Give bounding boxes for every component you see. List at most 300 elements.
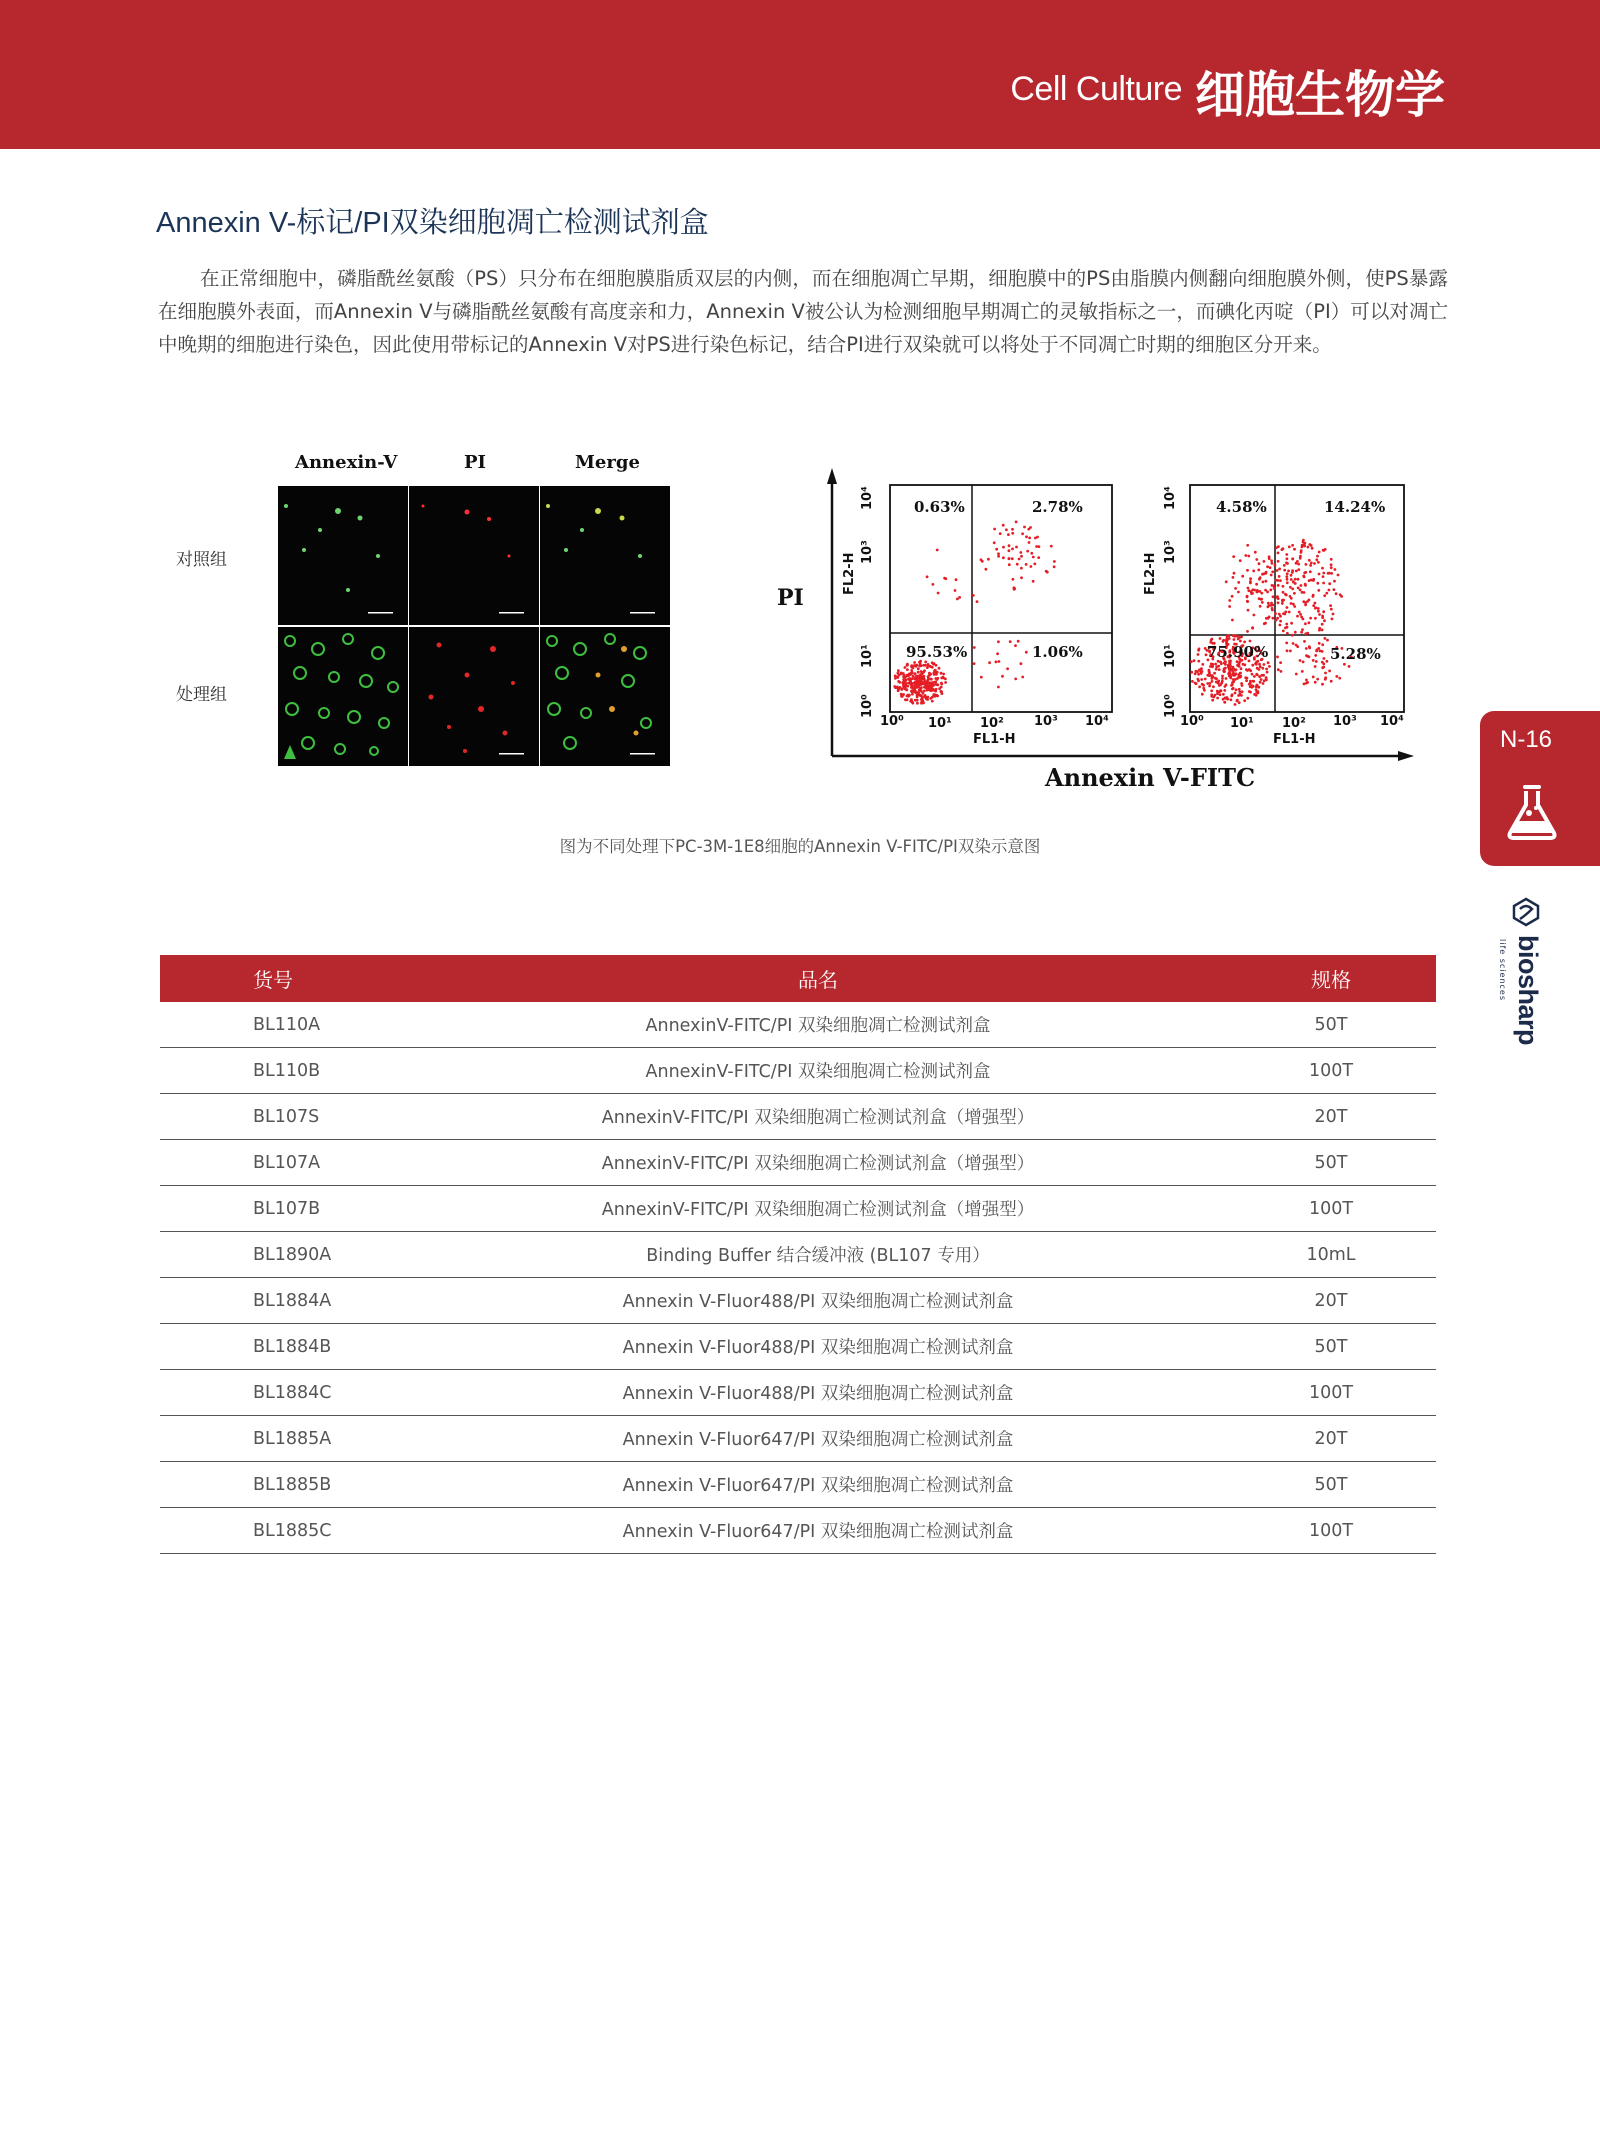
scatter-dot [1290, 602, 1293, 605]
scatter-dot [1235, 688, 1238, 691]
flask-icon [1502, 783, 1562, 841]
scatter-dot [1197, 673, 1200, 676]
scatter-dot [1259, 681, 1262, 684]
brand-sub: life sciences [1498, 939, 1507, 1001]
scatter-dot [1266, 565, 1269, 568]
scatter-dot [933, 673, 936, 676]
scatter-dot [1213, 672, 1216, 675]
scatter-dot [1002, 546, 1005, 549]
scatter-dot [1291, 569, 1294, 572]
scatter-dot [1196, 670, 1199, 673]
scatter-dot [980, 676, 983, 679]
scatter-dot [918, 661, 921, 664]
scatter-dot [1258, 668, 1261, 671]
scatter-dot [907, 694, 910, 697]
cell-product-name: AnnexinV-FITC/PI 双染细胞凋亡检测试剂盒 [645, 1016, 991, 1036]
scatter-dot [929, 665, 932, 668]
table-row [160, 1370, 1436, 1416]
scatter-dot [1246, 697, 1249, 700]
scatter-dot [1224, 685, 1227, 688]
scatter-dot [1330, 680, 1333, 683]
scatter-dot [1009, 640, 1012, 643]
scatter-dot [1337, 574, 1340, 577]
scatter-dot [1328, 572, 1331, 575]
scatter-dot [940, 690, 943, 693]
scatter-dot [1255, 663, 1258, 666]
scatter-dot [1209, 682, 1212, 685]
scatter-dot [936, 683, 939, 686]
scatter-dot [1214, 694, 1217, 697]
plot2-tick-x-4: 10⁴ [1380, 714, 1404, 729]
scatter-dot [980, 558, 983, 561]
cell-spec: 20T [1314, 1290, 1348, 1311]
scatter-dot [1263, 572, 1266, 575]
scatter-dot [1021, 532, 1024, 535]
scatter-dot [1279, 624, 1282, 627]
scatter-dot [1244, 554, 1247, 557]
scatter-dot [1318, 642, 1321, 645]
scatter-dot [1322, 666, 1325, 669]
scatter-dot [1300, 631, 1303, 634]
scatter-dot [1266, 591, 1269, 594]
scatter-dot [1290, 597, 1293, 600]
scatter-dot [993, 528, 996, 531]
scatter-dot [1330, 566, 1333, 569]
scatter-dot [1223, 701, 1226, 704]
scatter-dot [1239, 559, 1242, 562]
scatter-dot [936, 677, 939, 680]
scatter-dot [1258, 578, 1261, 581]
scatter-dot [1312, 604, 1315, 607]
scatter-dot [1271, 571, 1274, 574]
scatter-dot [932, 583, 935, 586]
scatter-dot [1023, 526, 1026, 529]
scatter-dot [934, 695, 937, 698]
micro-col-pi: PI [464, 452, 486, 473]
scatter-dot [1191, 680, 1194, 683]
scatter-dot [1314, 617, 1317, 620]
scatter-dot [1053, 560, 1056, 563]
plot2-tick-y-3: 10³ [1163, 540, 1178, 564]
scatter-dot [1253, 675, 1256, 678]
cell-product-name: Annexin V-Fluor647/PI 双染细胞凋亡检测试剂盒 [622, 1476, 1014, 1496]
scatter-dot [1247, 555, 1250, 558]
scatter-dot [1239, 640, 1242, 643]
scatter-dot [996, 652, 999, 655]
scatter-dot [902, 693, 905, 696]
scatter-dot [1247, 587, 1250, 590]
product-table [160, 955, 1436, 1554]
scatter-dot [1016, 563, 1019, 566]
plot1-ll-pct: 95.53% [906, 643, 968, 661]
table-row [160, 1508, 1436, 1554]
plot2-tick-x-1: 10¹ [1230, 716, 1254, 731]
scatter-dot [1276, 579, 1279, 582]
scatter-dot [929, 697, 932, 700]
cell-product-name: Annexin V-Fluor488/PI 双染细胞凋亡检测试剂盒 [622, 1292, 1014, 1312]
scatter-dot [1285, 553, 1288, 556]
scatter-dot [934, 681, 937, 684]
scatter-dot [1308, 645, 1311, 648]
scatter-dot [1284, 627, 1287, 630]
scatter-dot [1201, 693, 1204, 696]
scatter-dot [932, 663, 935, 666]
scatter-dot [1309, 570, 1312, 573]
scatter-dot [1208, 670, 1211, 673]
scatter-dot [1279, 661, 1282, 664]
scatter-dot [1232, 672, 1235, 675]
scatter-dot [1310, 544, 1313, 547]
scatter-dot [1272, 595, 1275, 598]
page-header [0, 0, 1600, 149]
scatter-dot [1315, 660, 1318, 663]
cell-product-name: Annexin V-Fluor647/PI 双染细胞凋亡检测试剂盒 [622, 1430, 1014, 1450]
scatter-dot [1321, 623, 1324, 626]
scatter-dot [924, 696, 927, 699]
plot2-tick-y-4: 10⁴ [1163, 486, 1178, 510]
table-body [160, 1002, 1436, 1554]
scatter-dot [1241, 684, 1244, 687]
scatter-dot [1020, 576, 1023, 579]
scatter-dot [1315, 558, 1318, 561]
scatter-dot [997, 640, 1000, 643]
scatter-dot [1309, 564, 1312, 567]
scatter-dot [1293, 592, 1296, 595]
scatter-dot [1241, 575, 1244, 578]
plot1-tick-x-1: 10¹ [928, 716, 952, 731]
scatter-dot [922, 702, 925, 705]
scatter-dot [1283, 564, 1286, 567]
scatter-dot [910, 686, 913, 689]
scatter-dot [1258, 663, 1261, 666]
scatter-dot [1300, 584, 1303, 587]
scatter-dot [1303, 591, 1306, 594]
scatter-dot [916, 702, 919, 705]
scatter-dot [1245, 679, 1248, 682]
cell-product-name: Binding Buffer 结合缓冲液 (BL107 专用） [646, 1246, 990, 1266]
scatter-dot [1286, 581, 1289, 584]
scatter-dot [1261, 601, 1264, 604]
scatter-dot [1317, 610, 1320, 613]
scatter-dot [929, 678, 932, 681]
scatter-dot [1020, 662, 1023, 665]
scatter-dot [1329, 604, 1332, 607]
scatter-dot [1316, 555, 1319, 558]
scatter-dot [1269, 566, 1272, 569]
micro-row-control: 对照组 [176, 550, 227, 570]
scatter-dot [897, 669, 900, 672]
scatter-dot [1285, 623, 1288, 626]
scatter-dot [1211, 665, 1214, 668]
plot2-ul-pct: 4.58% [1216, 498, 1267, 516]
scatter-dot [1310, 562, 1313, 565]
scatter-dot [1263, 560, 1266, 563]
scatter-dot [1258, 562, 1261, 565]
scatter-dot [1290, 622, 1293, 625]
scatter-dot [936, 549, 939, 552]
plot1-y-axis-label: FL2-H [842, 552, 857, 595]
scatter-dot [1217, 665, 1220, 668]
scatter-dot [1276, 569, 1279, 572]
scatter-dot [995, 548, 998, 551]
scatter-dot [914, 681, 917, 684]
scatter-dot [1236, 664, 1239, 667]
scatter-dot [1201, 663, 1204, 666]
scatter-dot [1257, 686, 1260, 689]
scatter-dot [1231, 619, 1234, 622]
scatter-dot [1251, 673, 1254, 676]
plot1-x-axis-label: FL1-H [973, 732, 1016, 747]
plot2-tick-x-3: 10³ [1333, 714, 1357, 729]
scatter-dot [1295, 673, 1298, 676]
scatter-dot [1270, 574, 1273, 577]
scatter-dot [1197, 649, 1200, 652]
scatter-dot [1268, 557, 1271, 560]
scatter-dot [1295, 570, 1298, 573]
scatter-dot [1290, 578, 1293, 581]
scatter-dot [1293, 548, 1296, 551]
table-row [160, 1186, 1436, 1232]
plot1-tick-y-1: 10¹ [860, 644, 875, 668]
scatter-dot [1299, 613, 1302, 616]
scatter-dot [976, 600, 979, 603]
scatter-dot [955, 578, 958, 581]
scatter-dot [1249, 577, 1252, 580]
scatter-dot [1197, 660, 1200, 663]
scatter-dot [1317, 589, 1320, 592]
scatter-dot [1011, 528, 1014, 531]
scatter-dot [1304, 571, 1307, 574]
scatter-dot [1232, 678, 1235, 681]
scatter-dot [1312, 579, 1315, 582]
scatter-dot [1228, 673, 1231, 676]
scatter-dot [1228, 599, 1231, 602]
scatter-dot [1211, 699, 1214, 702]
table-row [160, 1416, 1436, 1462]
plot2-x-axis-label: FL1-H [1273, 732, 1316, 747]
cell-spec: 100T [1308, 1198, 1354, 1219]
scatter-dot [1323, 657, 1326, 660]
scatter-dot [1324, 637, 1327, 640]
scatter-dot [1297, 578, 1300, 581]
scatter-dot [1263, 663, 1266, 666]
scatter-dot [914, 690, 917, 693]
scatter-dot [1271, 584, 1274, 587]
scatter-dot [1253, 614, 1256, 617]
cell-sku: BL1885B [253, 1474, 332, 1495]
scatter-dot [1282, 591, 1285, 594]
scatter-dot [1260, 678, 1263, 681]
plot2-tick-y-0: 10⁰ [1163, 694, 1178, 718]
scatter-dot [1294, 631, 1297, 634]
scatter-dot [1017, 640, 1020, 643]
micro-row-treated: 处理组 [176, 685, 227, 705]
micro-col-annexin: Annexin-V [295, 452, 398, 473]
scatter-dot [940, 683, 943, 686]
scatter-dot [1215, 681, 1218, 684]
scatter-dot [1280, 670, 1283, 673]
scatter-dot [912, 675, 915, 678]
flow-x-title: Annexin V-FITC [1045, 763, 1256, 792]
scatter-dot [1025, 563, 1028, 566]
scatter-dot [1303, 640, 1306, 643]
scatter-dot [1302, 661, 1305, 664]
scatter-dot [988, 661, 991, 664]
scatter-dot [896, 686, 899, 689]
scatter-dot [1225, 677, 1228, 680]
cell-sku: BL107S [253, 1106, 320, 1127]
scatter-dot [914, 672, 917, 675]
scatter-dot [1305, 654, 1308, 657]
scatter-dot [1294, 578, 1297, 581]
scatter-dot [894, 675, 897, 678]
cell-sku: BL1884C [253, 1382, 332, 1403]
scatter-dot [1030, 565, 1033, 568]
scatter-dot [944, 577, 947, 580]
scatter-dot [1256, 589, 1259, 592]
scatter-dot [916, 694, 919, 697]
scatter-dot [1203, 689, 1206, 692]
micro-image-treated-annexin [278, 627, 408, 766]
scatter-dot [1264, 622, 1267, 625]
flow-cytometry-figure [777, 460, 1420, 805]
scatter-dot [1289, 586, 1292, 589]
scatter-dot [1246, 630, 1249, 633]
scatter-dot [910, 690, 913, 693]
scatter-dot [1330, 572, 1333, 575]
scatter-dot [1211, 674, 1214, 677]
scatter-dot [944, 678, 947, 681]
plot1-tick-x-0: 10⁰ [880, 714, 904, 729]
scatter-dot [1246, 600, 1249, 603]
scatter-dot [1308, 579, 1311, 582]
scatter-dot [913, 664, 916, 667]
scatter-dot [1286, 572, 1289, 575]
scatter-dot [1281, 602, 1284, 605]
scatter-dot [973, 662, 976, 665]
scatter-dot [1296, 615, 1299, 618]
plot1-tick-y-4: 10⁴ [860, 486, 875, 510]
scatter-dot [1295, 562, 1298, 565]
scatter-dot [1228, 637, 1231, 640]
scatter-dot [1222, 693, 1225, 696]
scatter-dot [912, 667, 915, 670]
scatter-dot [1234, 669, 1237, 672]
scatter-dot [1259, 665, 1262, 668]
plot1-tick-y-0: 10⁰ [860, 694, 875, 718]
intro-paragraph: 在正常细胞中，磷脂酰丝氨酸（PS）只分布在细胞膜脂质双层的内侧，而在细胞凋亡早期，细胞膜中的PS由脂膜内侧翻向细胞膜外侧，使PS暴露在细胞膜外表面，而Annexin V与磷脂酰丝氨酸有高度亲和力，Annexin V被公认为检测细胞早期凋亡的灵敏指标之一，而碘化丙啶（PI）可以对凋亡中晚期的细胞进行染色，因此使用带标记的Annexin V对PS进行染色标记，结合PI进行双染就可以将处于不同凋亡时期的细胞区分开来。 [158, 267, 1448, 356]
cell-spec: 50T [1314, 1152, 1348, 1173]
scatter-dot [1210, 663, 1213, 666]
scatter-dot [1210, 689, 1213, 692]
header-sku: 货号 [253, 968, 293, 992]
scatter-dot [911, 693, 914, 696]
scatter-dot [1211, 638, 1214, 641]
scatter-dot [1272, 617, 1275, 620]
scatter-dot [1220, 662, 1223, 665]
cell-sku: BL1885C [253, 1520, 332, 1541]
scatter-dot [1198, 685, 1201, 688]
scatter-dot [906, 664, 909, 667]
cell-spec: 100T [1308, 1382, 1354, 1403]
scatter-dot [1255, 673, 1258, 676]
scatter-dot [1277, 601, 1280, 604]
scatter-dot [958, 596, 961, 599]
scatter-dot [1306, 600, 1309, 603]
plot1-tick-y-3: 10³ [860, 540, 875, 564]
scatter-dot [1019, 551, 1022, 554]
scatter-dot [1285, 575, 1288, 578]
scatter-dot [1322, 575, 1325, 578]
brand-mark-icon [1511, 897, 1541, 927]
scatter-dot [940, 672, 943, 675]
scatter-dot [914, 676, 917, 679]
scatter-dot [1267, 602, 1270, 605]
scatter-dot [913, 661, 916, 664]
scatter-dot [1309, 617, 1312, 620]
scatter-dot [1288, 546, 1291, 549]
scatter-dot [1325, 592, 1328, 595]
scatter-dot [1323, 619, 1326, 622]
scatter-dot [1322, 663, 1325, 666]
scatter-dot [928, 672, 931, 675]
scatter-dot [1223, 689, 1226, 692]
scatter-dot [906, 668, 909, 671]
scatter-dot [1279, 579, 1282, 582]
scatter-dot [917, 686, 920, 689]
scatter-dot [1234, 587, 1237, 590]
scatter-dot [997, 686, 1000, 689]
scatter-dot [927, 663, 930, 666]
scatter-dot [1321, 683, 1324, 686]
scatter-dot [1262, 674, 1265, 677]
scatter-dot [1258, 590, 1261, 593]
scatter-dot [938, 667, 941, 670]
scatter-dot [918, 665, 921, 668]
scatter-dot [1208, 674, 1211, 677]
plot2-tick-x-0: 10⁰ [1180, 714, 1204, 729]
scatter-dot [1321, 567, 1324, 570]
table-row [160, 1094, 1436, 1140]
scatter-dot [1318, 551, 1321, 554]
scatter-dot [1321, 616, 1324, 619]
scatter-dot [1348, 665, 1351, 668]
cell-sku: BL107B [253, 1198, 321, 1219]
scatter-dot [1268, 665, 1271, 668]
scatter-dot [1277, 597, 1280, 600]
scatter-dot [904, 666, 907, 669]
cell-spec: 20T [1314, 1428, 1348, 1449]
scatter-dot [1265, 668, 1268, 671]
scatter-dot [1243, 699, 1246, 702]
scatter-dot [1282, 630, 1285, 633]
scatter-dot [1228, 634, 1231, 637]
scatter-dot [1257, 569, 1260, 572]
cell-sku: BL1890A [253, 1244, 332, 1265]
scatter-dot [972, 594, 975, 597]
scatter-dot [1299, 555, 1302, 558]
scatter-dot [920, 686, 923, 689]
scatter-dot [1247, 609, 1250, 612]
scatter-dot [1343, 663, 1346, 666]
plot2-y-axis-label: FL2-H [1143, 552, 1158, 595]
scatter-dot [1025, 651, 1028, 654]
scatter-dot [1312, 676, 1315, 679]
scatter-dot [1240, 694, 1243, 697]
scatter-dot [1292, 580, 1295, 583]
scatter-dot [1251, 664, 1254, 667]
scatter-dot [1323, 594, 1326, 597]
